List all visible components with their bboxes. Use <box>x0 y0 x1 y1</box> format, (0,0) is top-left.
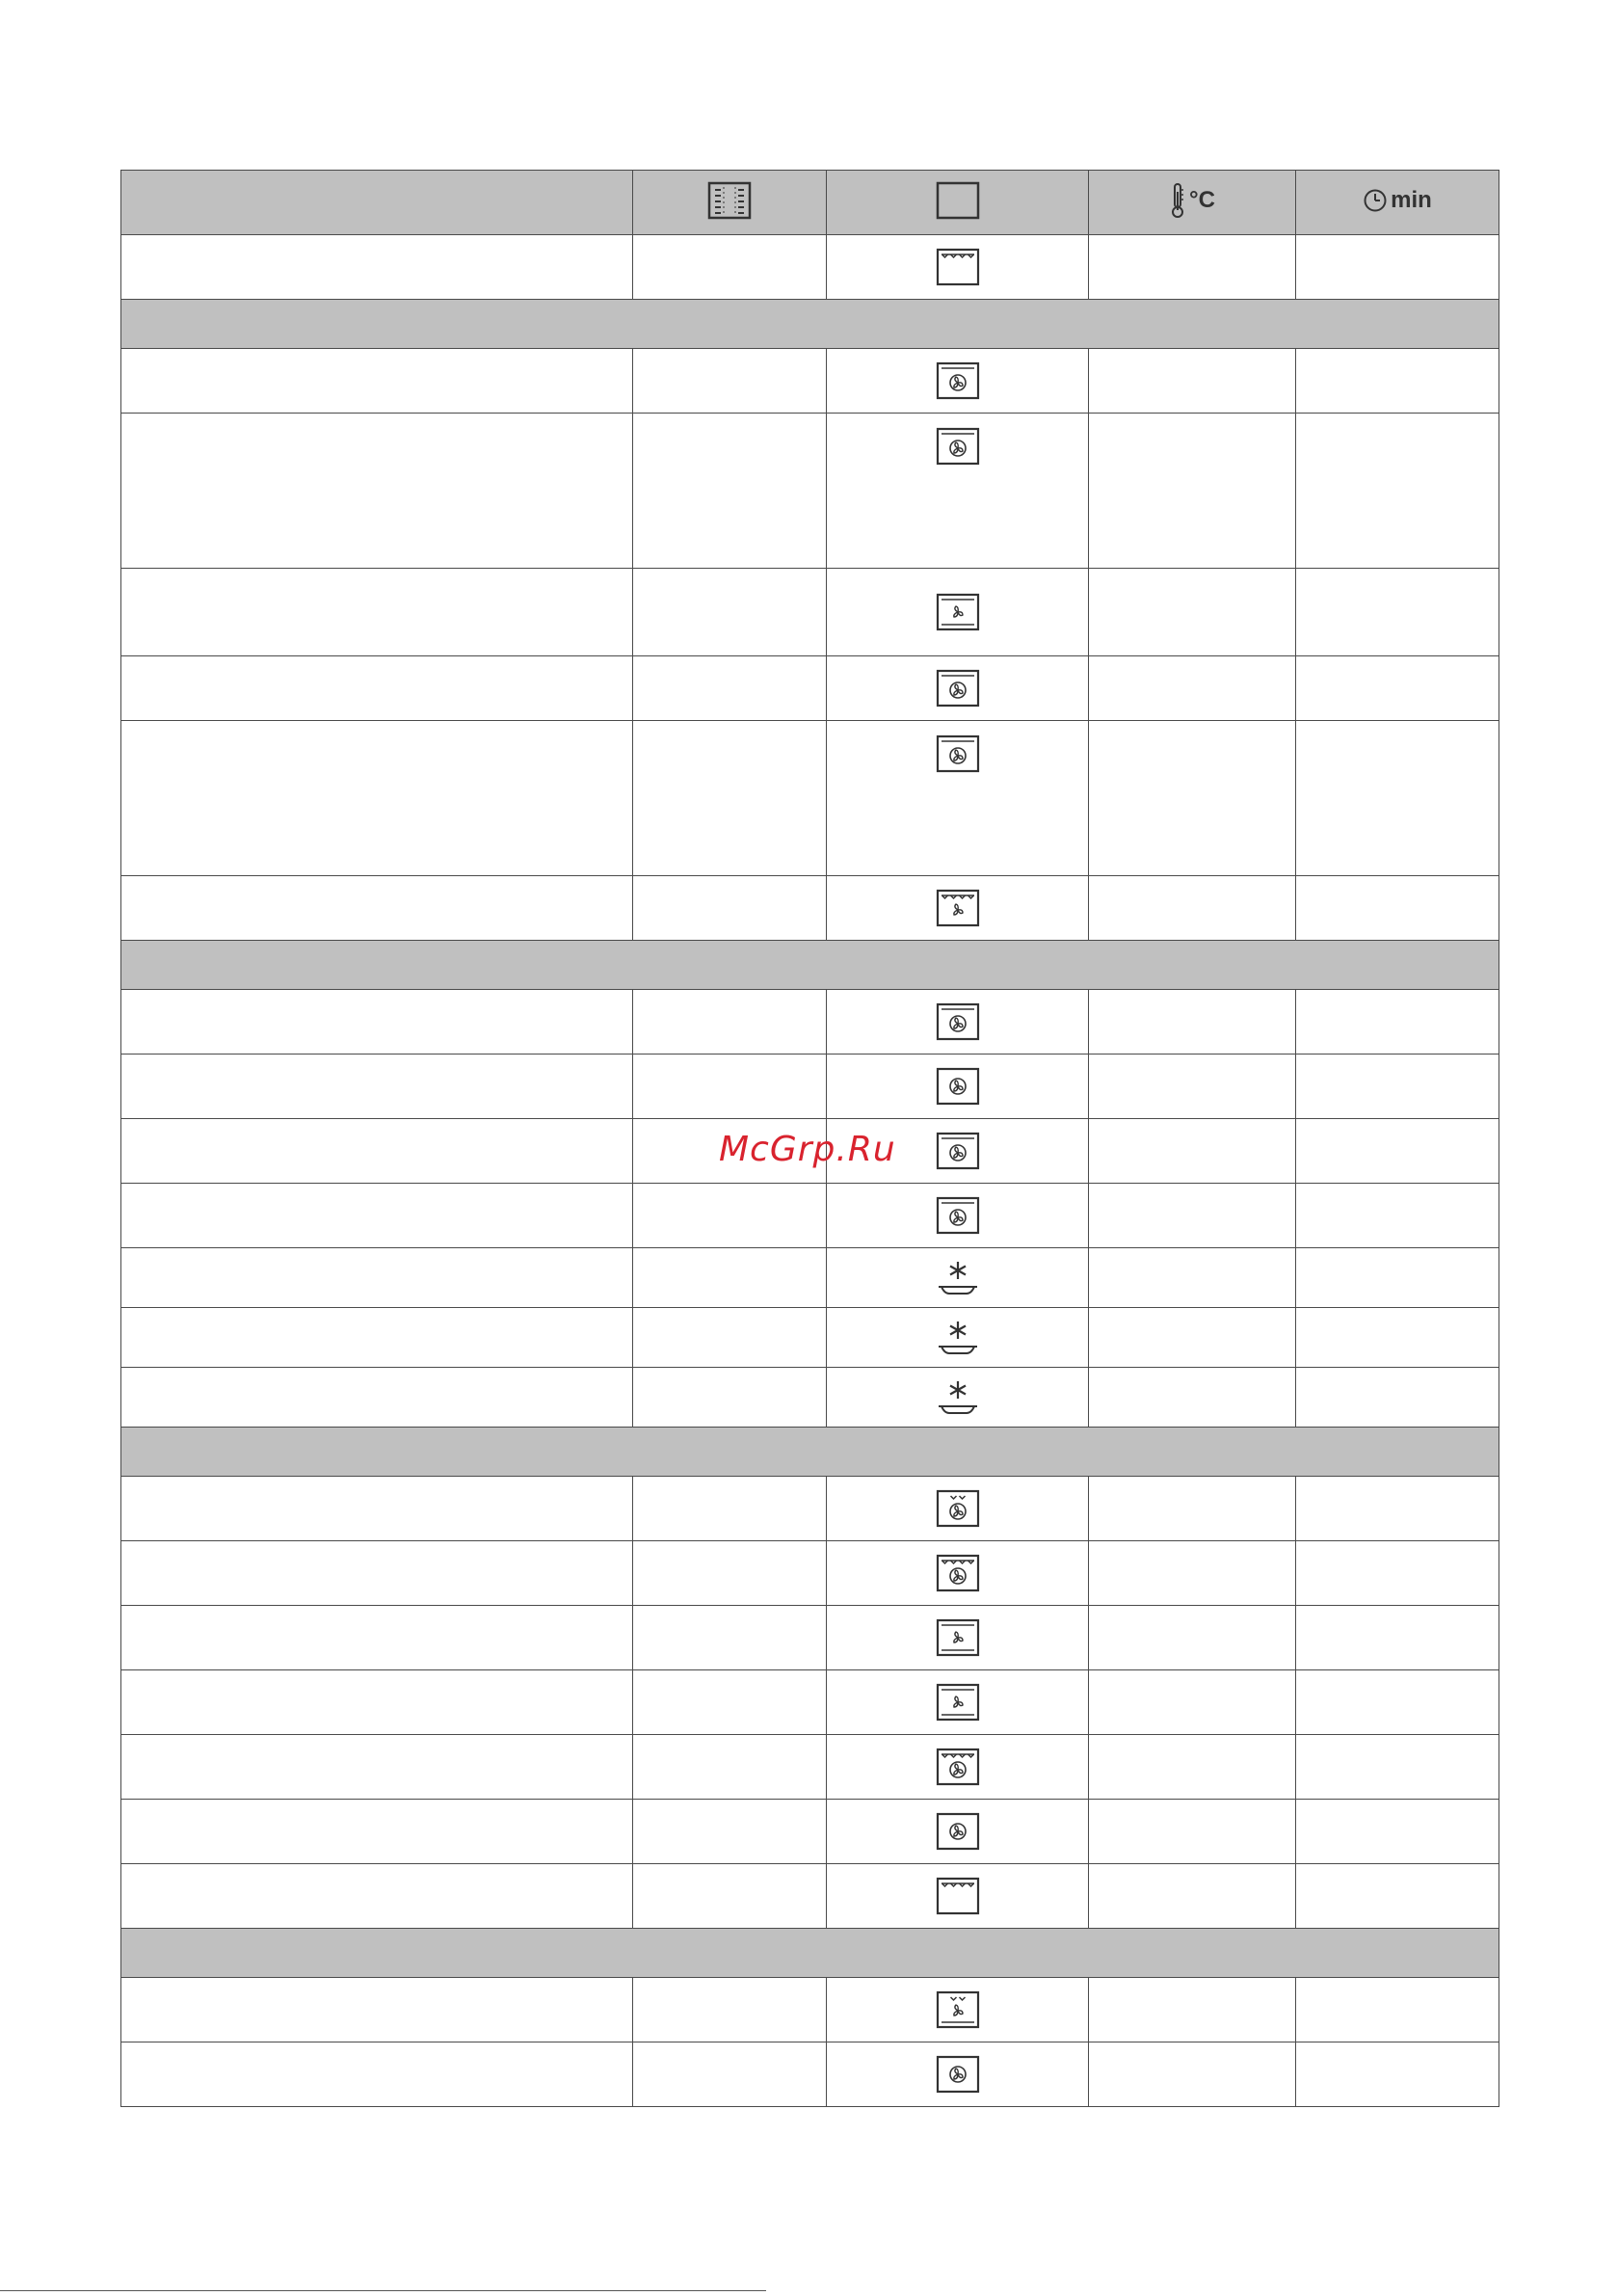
food-cell <box>121 414 633 569</box>
small-grill-fan-icon <box>936 1990 980 2029</box>
food-cell <box>121 569 633 656</box>
food-cell <box>121 1184 633 1248</box>
mode-cell <box>827 656 1089 721</box>
grill-fan-ring-icon <box>936 1554 980 1592</box>
temperature-cell <box>1089 721 1296 876</box>
section-row-1 <box>121 300 1499 349</box>
mode-cell <box>827 1800 1089 1864</box>
mode-cell <box>827 414 1089 569</box>
time-cell <box>1296 1119 1499 1184</box>
mode-cell <box>827 1248 1089 1308</box>
defrost-icon <box>936 1378 980 1417</box>
food-cell <box>121 876 633 941</box>
time-cell <box>1296 235 1499 300</box>
food-cell <box>121 235 633 300</box>
defrost-icon <box>936 1319 980 1357</box>
table-row <box>121 1477 1499 1541</box>
temperature-cell <box>1089 1606 1296 1670</box>
time-cell <box>1296 1735 1499 1800</box>
grill-fan-ring-icon <box>936 1748 980 1786</box>
food-cell <box>121 1368 633 1428</box>
shelf-cell <box>633 1978 827 2042</box>
food-cell <box>121 1477 633 1541</box>
mode-cell <box>827 1670 1089 1735</box>
mode-cell <box>827 1864 1089 1929</box>
temperature-cell <box>1089 1308 1296 1368</box>
table-row <box>121 1055 1499 1119</box>
temperature-cell <box>1089 1735 1296 1800</box>
fan-ring-top-icon <box>936 734 980 773</box>
grill-fan-icon <box>936 889 980 927</box>
mode-cell <box>827 1606 1089 1670</box>
temperature-cell <box>1089 235 1296 300</box>
mode-cell <box>827 2042 1089 2107</box>
shelf-cell <box>633 1541 827 1606</box>
temperature-cell <box>1089 1670 1296 1735</box>
temperature-cell <box>1089 569 1296 656</box>
fan-ring-top-icon <box>936 669 980 707</box>
mode-cell <box>827 1184 1089 1248</box>
shelf-cell <box>633 1800 827 1864</box>
temperature-cell <box>1089 1541 1296 1606</box>
temperature-cell <box>1089 1119 1296 1184</box>
time-cell <box>1296 1248 1499 1308</box>
food-cell <box>121 656 633 721</box>
table-row <box>121 414 1499 569</box>
header-shelf <box>633 171 827 235</box>
food-cell <box>121 1541 633 1606</box>
food-cell <box>121 1978 633 2042</box>
food-cell <box>121 1670 633 1735</box>
temperature-cell <box>1089 1184 1296 1248</box>
mode-cell <box>827 876 1089 941</box>
shelf-cell <box>633 1248 827 1308</box>
food-cell <box>121 1248 633 1308</box>
temperature-cell <box>1089 1368 1296 1428</box>
shelf-cell <box>633 721 827 876</box>
shelf-cell <box>633 990 827 1055</box>
section-row-3 <box>121 1428 1499 1477</box>
food-cell <box>121 1864 633 1929</box>
mode-cell <box>827 1368 1089 1428</box>
food-cell <box>121 1055 633 1119</box>
time-cell <box>1296 1800 1499 1864</box>
mode-cell <box>827 1477 1089 1541</box>
top-heat-icon <box>936 248 980 286</box>
table-row <box>121 1800 1499 1864</box>
temperature-cell <box>1089 1800 1296 1864</box>
temperature-cell <box>1089 2042 1296 2107</box>
shelf-cell <box>633 2042 827 2107</box>
time-cell <box>1296 414 1499 569</box>
food-cell <box>121 2042 633 2107</box>
table-row <box>121 349 1499 414</box>
shelf-cell <box>633 1606 827 1670</box>
fan-ring-icon <box>936 1812 980 1851</box>
shelf-cell <box>633 414 827 569</box>
temperature-cell <box>1089 414 1296 569</box>
time-cell <box>1296 1055 1499 1119</box>
food-cell <box>121 1800 633 1864</box>
time-cell <box>1296 1978 1499 2042</box>
food-cell <box>121 1308 633 1368</box>
fan-ring-icon <box>936 2055 980 2094</box>
shelf-cell <box>633 1308 827 1368</box>
shelf-cell <box>633 1055 827 1119</box>
time-cell <box>1296 990 1499 1055</box>
temperature-cell <box>1089 1055 1296 1119</box>
temperature-cell <box>1089 349 1296 414</box>
shelf-cell <box>633 656 827 721</box>
table-row <box>121 656 1499 721</box>
table-row <box>121 1541 1499 1606</box>
temperature-cell <box>1089 1864 1296 1929</box>
shelf-cell <box>633 1735 827 1800</box>
time-cell <box>1296 656 1499 721</box>
table-row <box>121 721 1499 876</box>
section-header <box>121 941 1499 990</box>
header-food <box>121 171 633 235</box>
shelf-cell <box>633 1477 827 1541</box>
food-cell <box>121 349 633 414</box>
section-header <box>121 1428 1499 1477</box>
temperature-cell <box>1089 1477 1296 1541</box>
fan-top-bottom-icon <box>936 1683 980 1722</box>
shelf-cell <box>633 1864 827 1929</box>
fan-ring-icon <box>936 1067 980 1106</box>
mode-cell <box>827 721 1089 876</box>
mode-cell <box>827 235 1089 300</box>
time-cell <box>1296 1670 1499 1735</box>
fan-ring-top-icon <box>936 1002 980 1041</box>
mode-cell <box>827 1308 1089 1368</box>
temperature-cell <box>1089 1248 1296 1308</box>
mode-cell <box>827 349 1089 414</box>
mode-cell <box>827 990 1089 1055</box>
shelf-cell <box>633 1184 827 1248</box>
shelf-cell <box>633 876 827 941</box>
time-cell <box>1296 1606 1499 1670</box>
time-cell <box>1296 569 1499 656</box>
time-cell <box>1296 1184 1499 1248</box>
table-row <box>121 990 1499 1055</box>
shelf-cell <box>633 569 827 656</box>
mode-cell <box>827 1055 1089 1119</box>
time-cell <box>1296 349 1499 414</box>
table-row <box>121 1184 1499 1248</box>
temperature-cell <box>1089 876 1296 941</box>
footer-divider <box>0 2290 766 2291</box>
food-cell <box>121 721 633 876</box>
shelf-cell <box>633 349 827 414</box>
mode-cell <box>827 1735 1089 1800</box>
temperature-cell <box>1089 990 1296 1055</box>
header-temperature <box>1089 171 1296 235</box>
time-unit: min <box>1391 187 1432 213</box>
section-header <box>121 1929 1499 1978</box>
section-row-2 <box>121 941 1499 990</box>
shelf-cell <box>633 235 827 300</box>
time-cell <box>1296 1541 1499 1606</box>
table-row <box>121 1368 1499 1428</box>
thermometer-icon <box>1169 182 1186 219</box>
time-cell <box>1296 1308 1499 1368</box>
table-row <box>121 1248 1499 1308</box>
time-cell <box>1296 2042 1499 2107</box>
table-row <box>121 876 1499 941</box>
mode-cell <box>827 569 1089 656</box>
fan-ring-top-icon <box>936 427 980 466</box>
table-row <box>121 1864 1499 1929</box>
table-header <box>121 171 1499 235</box>
section-header <box>121 300 1499 349</box>
temperature-cell <box>1089 656 1296 721</box>
header-time <box>1296 171 1499 235</box>
time-cell <box>1296 1368 1499 1428</box>
fan-ring-top-icon <box>936 361 980 400</box>
small-grill-fan-ring-icon <box>936 1489 980 1528</box>
table-row <box>121 2042 1499 2107</box>
clock-icon <box>1363 188 1388 213</box>
oven-mode-icon <box>936 181 980 220</box>
food-cell <box>121 1606 633 1670</box>
section-row-4 <box>121 1929 1499 1978</box>
shelf-level-icon <box>707 181 752 220</box>
mode-cell <box>827 1978 1089 2042</box>
food-cell <box>121 990 633 1055</box>
food-cell <box>121 1735 633 1800</box>
time-cell <box>1296 1477 1499 1541</box>
fan-ring-top-icon <box>936 1196 980 1235</box>
table-row <box>121 1978 1499 2042</box>
food-cell <box>121 1119 633 1184</box>
table-row <box>121 1670 1499 1735</box>
table-row <box>121 1606 1499 1670</box>
temperature-unit: °C <box>1189 186 1215 213</box>
table-row <box>121 569 1499 656</box>
time-cell <box>1296 1864 1499 1929</box>
table-row <box>121 1308 1499 1368</box>
fan-ring-top-icon <box>936 1132 980 1170</box>
table-body <box>121 235 1499 2107</box>
time-cell <box>1296 876 1499 941</box>
table-row <box>121 235 1499 300</box>
fan-top-bottom-icon <box>936 593 980 631</box>
fan-top-bottom-icon <box>936 1618 980 1657</box>
temperature-cell <box>1089 1978 1296 2042</box>
header-mode <box>827 171 1089 235</box>
shelf-cell <box>633 1368 827 1428</box>
table-row <box>121 1735 1499 1800</box>
watermark: McGrp.Ru <box>719 1130 896 1169</box>
defrost-icon <box>936 1259 980 1297</box>
top-heat-icon <box>936 1877 980 1915</box>
mode-cell <box>827 1541 1089 1606</box>
shelf-cell <box>633 1670 827 1735</box>
time-cell <box>1296 721 1499 876</box>
